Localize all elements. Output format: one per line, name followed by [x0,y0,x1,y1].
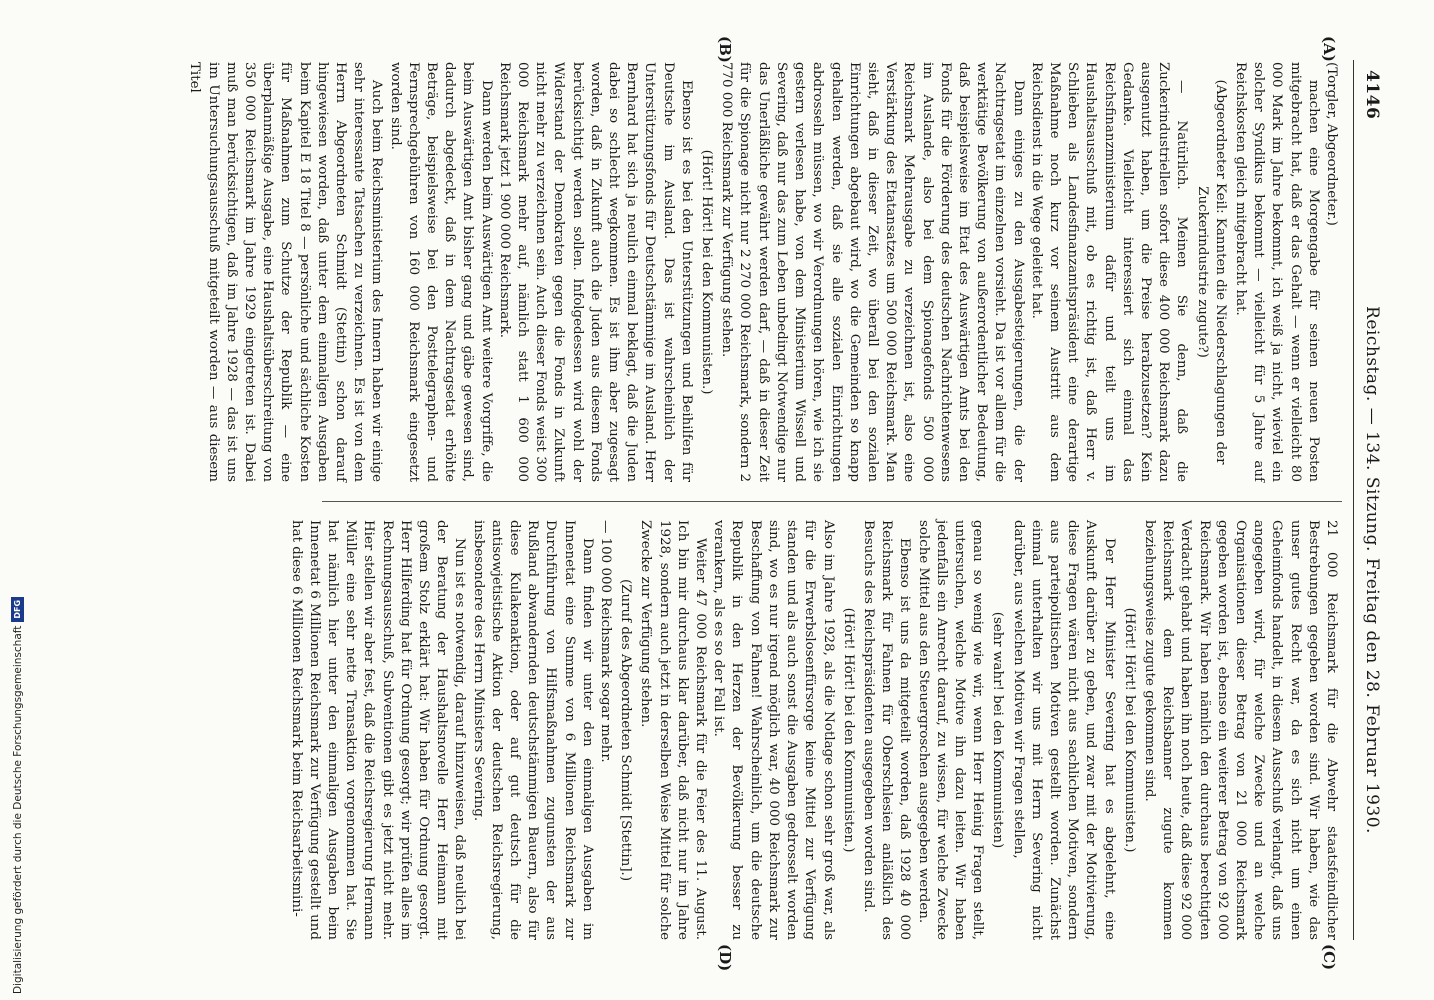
paragraph: Dann einiges zu den Ausgabesteigerungen, die der Nachtragsetat im einzelnen vorsieht. Da ist vor allem für die werktätige Bevölkerung von außerordentlicher Bedeutung, daß beispielsweise im Etat des Auswärtigen Amts bei den Fonds für die Förderung des deutschen Nachrichtenwesens im Auslande, also bei dem Spionagefonds 500 000 Reichsmark Mehrausgabe zu verzeichnen ist, also eine Verstärkung des Etatansatzes um 500 000 Reichsmark. Man sieht, daß in dieser Zeit, wo überall bei den sozialen Einrichtungen abgebaut wird, wo die Gemeinden so knapp gehalten werden, daß sie alle sozialen Einrichtungen abdrosseln müssen, wo wir Verordnungen hören, wie ich sie gestern verlesen habe, von dem Ministerium Wissell und Severing, daß nur das zum Leben unbedingt Notwendige nur das Unerläßliche gewährt werden darf, — daß in dieser Zeit für die Spionage nicht nur 2 270 000 Reichsmark, sondern 2 770 000 Reichsmark zur Verfügung stehen. [719,62,1026,482]
paragraph: Dann finden wir unter den einmaligen Ausgaben im Innenetat eine Summe von 6 Millionen Reichsmark zur Durchführung von Hilfsmaßnahmen zugunsten der aus Rußland abwandernden deutschstämmigen Bauern, also für diese Kulakenaktion, oder auf gut deutsch für die antisowjetistische Aktion der deutschen Reichsregierung, insbesondere des Herrn Ministers Severing. [470,520,595,940]
paragraph: Der Herr Minister Severing hat es abgelehnt, eine Auskunft darüber zu geben, und zwar mit der Motivierung, diese Fragen wären nicht aus sachlichen Motiven, sondern aus parteipolitischen Motiven gestellt worden. Zunächst einmal unterhalten wir uns mit Herrn Severing nicht darüber, aus welchen Motiven wir Fragen stellen, [1010,520,1117,940]
dfg-logo-icon: DFG [11,597,24,622]
page-header [1353,60,1384,940]
paragraph: — 100 000 Reichsmark sogar mehr. [598,520,614,763]
page-title: Reichstag. — 134. Sitzung. Freitag den 28. Februar 1930. [1362,306,1382,834]
paragraph: Ebenso ist uns da mitgeteilt worden, daß 1928 40 000 Reichsmark für Fahnen für Oberschlesien anläßlich des Besuchs des Reichspräsidenten ausgegeben worden sind. [860,520,913,940]
paragraph: (Hört! Hört! bei den Kommunisten.) [840,607,856,853]
margin-letter-d: (D) [716,944,734,972]
paragraph: Nun ist es notwendig, darauf hinzuweisen, daß neulich bei der Beratung der Haushaltsnovelle Herr Heimann mit großem Stolz erklärt hat: Wir haben für Ordnung gesorgt. Herr Hilferding hat für Ordnung gesorgt; wir prüfen alles im Rechnungsausschuß, Subventionen gibt es jetzt nicht mehr. Hier stellen wir aber fest, daß die Reichsregierung Hermann Müller eine sehr nette Transaktion vorgenommen hat. Sie hat nämlich hier unter den einmaligen Ausgaben beim Innenetat 6 Millionen Reichsmark zur Verfügung gestellt und hat diese 6 Millionen Reichsmark beim Reichsarbeitsmini- [288,520,468,940]
margin-letter-c: (C) [1320,944,1338,971]
right-text-column [286,520,1340,940]
paragraph: (Abgeordneter Keil: Kannten die Niederschlagungen der Zuckerindustrie zugute?) [1194,79,1228,465]
left-text-column [185,62,1340,482]
digitization-credit [11,597,24,994]
paragraph: 21 000 Reichsmark für die Abwehr staatsfeindlicher Bestrebungen gegeben worden sind. Wir haben, wie das unser gutes Recht war, da es sich nicht um einen Geheimfonds handelt, in diesem Ausschuß verlangt, daß uns angegeben wird, für welche Zwecke und an welche Organisationen dieser Betrag von 21 000 Reichsmark gegeben worden ist, ebenso ein weiterer Betrag von 92 000 Reichsmark. Wir haben nämlich den durchaus berechtigten Verdacht gehabt und haben ihn noch heute, daß diese 92 000 Reichsmark dem Reichsbanner zugute kommen beziehungsweise zugute gekommen sind. [1141,520,1339,940]
paragraph: (Hört! Hört! bei den Kommunisten.) [699,149,715,395]
margin-letter-b: (B) [716,36,734,63]
paragraph: (Hört! Hört! bei den Kommunisten.) [1121,607,1137,853]
paragraph: (sehr wahr! bei den Kommunisten) [990,611,1006,849]
paragraph: (Torgler, Abgeordneter.) [1324,62,1339,226]
paragraph: Auch beim Reichsministerium des Innern haben wir einige sehr interessante Tatsachen zu verzeichnen. Es ist von dem Herrn Abgeordneten Schmidt (Stettin) schon darauf hingewiesen worden, daß unter dem einmaligen Ausgaben beim Kapitel E 18 Titel 8 — persönliche und sächliche Kosten für Maßnahmen zum Schutze der Republik — eine überplanmäßige Ausgabe, eine Haushaltsüberschreitung von 350 000 Reichsmark im Jahre 1929 eingetreten ist. Dabei muß man berücksichtigen, daß im Jahre 1928 — das ist uns im Untersuchungsausschuß mitgeteilt worden — aus diesem Titel [187,62,385,482]
paragraph: Dann werden beim Auswärtigen Amt weitere Vorgriffe, die beim Auswärtigen Amt bisher gang und gäbe gewesen sind, dadurch abgedeckt, daß in dem Nachtragsetat erhöhte Beträge, beispielsweise bei den Posttelegraphen- und Fernsprechgebühren von 160 000 Reichsmark eingesetzt worden sind. [387,62,494,482]
paragraph: machen eine Morgengabe für seinen neuen Posten mitgebracht hat, daß er das Gehalt — wenn er vielleicht 80 000 Mark im Jahre bekommt, ich weiß ja nicht, wieviel ein solcher Syndikus bekommt — vielleicht für 5 Jahre auf Reichskosten gleich mitgebracht hat. [1232,62,1321,482]
credit-text: Digitalisierung gefördert durch die Deutsche Forschungsgemeinschaft [11,625,24,994]
column-divider [322,501,1342,502]
paragraph: (Zuruf des Abgeordneten Schmidt [Stettin].) [618,578,634,882]
paragraph: Weiter 47 000 Reichsmark für die Feier des 11. August. Ich bin mir durchaus klar darüber, daß nicht nur im Jahre 1928, sondern auch jetzt in derselben Weise Mittel für solche Zwecke zur Verfügung stehen. [638,520,709,940]
paragraph: — Natürlich. Meinen Sie denn, daß die Zuckerindustriellen sofort diese 400 000 Reichsmark dazu ausgenutzt haben, um die Preise herabzusetzen? Kein Gedanke. Vielleicht interessiert sich einmal das Reichsfinanzministerium dafür und teilt uns im Haushaltsausschuß mit, ob es richtig ist, daß Herr v. Schlieben als Landesfinanzamtspräsident eine derartige Maßnahme noch kurz vor seinem Austritt aus dem Reichsdienst in die Wege geleitet hat. [1028,62,1190,482]
margin-letter-a: (A) [1320,36,1338,62]
page-number: 4146 [1362,70,1382,120]
paragraph: Also im Jahre 1928, als die Notlage schon sehr groß war, als für die Erwerbslosenfürsorge keine Mittel zur Verfügung standen und als auch sonst die Ausgaben gedrosselt worden sind, wo es nur irgend möglich war, 40 000 Reichsmark zur Beschaffung von Fahnen! Wahrscheinlich, um die deutsche Republik in den Herzen der Bevölkerung besser zu verankern, als es so der Fall ist. [711,520,836,940]
paragraph: Ebenso ist es bei den Unterstützungen und Beihilfen für Deutsche im Ausland. Das ist wahrscheinlich der Unterstützungsfonds für Deutschstämmige im Ausland. Herr Bernhard hat sich ja neulich einmal beklagt, daß die Juden dabei so schlecht wegkommen. Es ist ihm aber zugesagt worden, daß in Zukunft auch die Juden aus diesem Fonds berücksichtigt werden sollen. Infolgedessen wird wohl der Widerstand der Demokraten gegen die Fonds in Zukunft nicht mehr zu verzeichnen sein. Auch dieser Fonds weist 300 000 Reichsmark mehr auf, nämlich statt 1 600 000 Reichsmark jetzt 1 900 000 Reichsmark. [496,62,694,482]
paragraph: genau so wenig wie wir, wenn Herr Heinig Fragen stellt, untersuchen, welche Motive ihn dazu leiten. Wir haben jedenfalls ein Anrecht darauf, zu wissen, für welche Zwecke solche Mittel aus den Steuergroschen ausgegeben werden. [915,520,986,940]
